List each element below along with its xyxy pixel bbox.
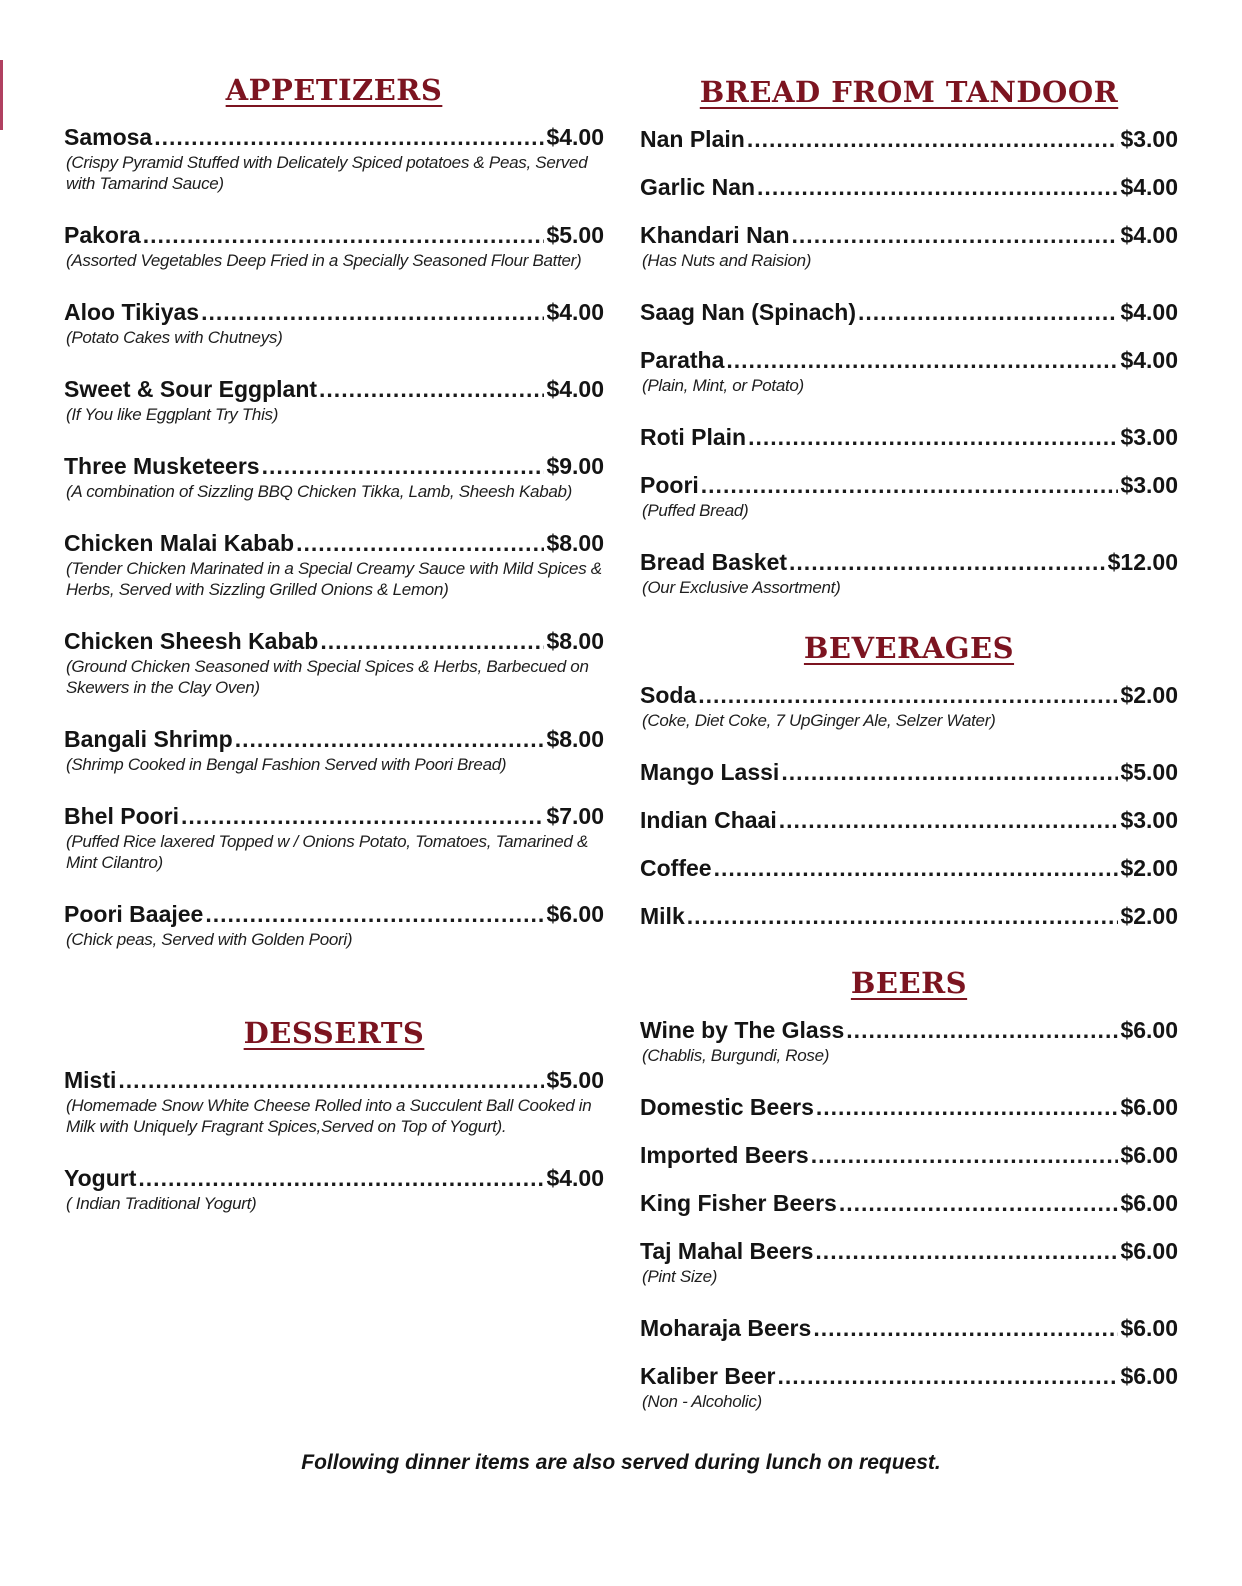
dot-leader (811, 1140, 1119, 1170)
menu-item-description: (Chick peas, Served with Golden Poori) (66, 930, 353, 949)
menu-item-name: Poori (640, 472, 699, 498)
dot-leader (296, 528, 544, 558)
beverages-section (640, 628, 1178, 949)
appetizers-title: APPETIZERS (225, 73, 443, 107)
menu-item-line (64, 122, 604, 152)
beers-items (640, 1015, 1178, 1412)
menu-item-price: $8.00 (546, 726, 604, 752)
menu-item-description: (Ground Chicken Seasoned with Special Spices & Herbs, Barbecued on Skewers in the Clay Oven) (66, 657, 589, 697)
menu-item-line (640, 1140, 1178, 1170)
menu-item (640, 853, 1178, 883)
footer-note: Following dinner items are also served during lunch on request. (301, 1451, 941, 1474)
menu-item-line (64, 451, 604, 481)
menu-item-line (640, 547, 1178, 577)
menu-item-price: $4.00 (1120, 299, 1178, 325)
dot-leader (201, 297, 544, 327)
menu-item-line (640, 757, 1178, 787)
menu-item-name: Milk (640, 903, 685, 929)
dot-leader (789, 547, 1106, 577)
menu-item (640, 1140, 1178, 1170)
menu-item-price: $9.00 (546, 453, 604, 479)
menu-item-description: (Potato Cakes with Chutneys) (66, 328, 283, 347)
beers-title: BEERS (850, 966, 968, 1000)
menu-item-price: $5.00 (1120, 759, 1178, 785)
menu-item (64, 528, 604, 600)
menu-item-price: $4.00 (546, 376, 604, 402)
menu-item-price: $4.00 (546, 1165, 604, 1191)
menu-item (640, 172, 1178, 202)
menu-item-line (640, 680, 1178, 710)
menu-item-name: Wine by The Glass (640, 1017, 845, 1043)
menu-item-name: Indian Chaai (640, 807, 777, 833)
menu-item-line (64, 1065, 604, 1095)
dot-leader (687, 901, 1119, 931)
menu-item-line (640, 805, 1178, 835)
menu-item-description: (Homemade Snow White Cheese Rolled into a Succulent Ball Cooked in Milk with Uniquely Fragrant Spices,Served on Top of Yogurt). (66, 1096, 592, 1136)
menu-item-name: Three Musketeers (64, 453, 260, 479)
dot-leader (726, 345, 1118, 375)
menu-item-price: $3.00 (1120, 424, 1178, 450)
dot-leader (778, 1361, 1119, 1391)
dot-leader (320, 626, 544, 656)
menu-item-price: $3.00 (1120, 126, 1178, 152)
menu-item (640, 1313, 1178, 1343)
menu-item-line (64, 374, 604, 404)
menu-item-description: (Non - Alcoholic) (642, 1392, 762, 1411)
menu-item-price: $6.00 (1120, 1190, 1178, 1216)
appetizers-section (64, 70, 604, 976)
dot-leader (205, 899, 544, 929)
menu-item-name: Moharaja Beers (640, 1315, 812, 1341)
menu-item (64, 801, 604, 873)
dot-leader (815, 1236, 1118, 1266)
menu-item-line (640, 124, 1178, 154)
menu-item (640, 297, 1178, 327)
menu-item-name: Chicken Malai Kabab (64, 530, 295, 556)
dot-leader (792, 220, 1119, 250)
menu-item (640, 220, 1178, 271)
menu-item-description: (Our Exclusive Assortment) (642, 578, 841, 597)
menu-item-name: Imported Beers (640, 1142, 809, 1168)
menu-item (64, 899, 604, 950)
menu-item (640, 547, 1178, 598)
menu-item-name: Nan Plain (640, 126, 745, 152)
menu-item-price: $2.00 (1120, 682, 1178, 708)
menu-item-name: Aloo Tikiyas (64, 299, 200, 325)
menu-item (640, 470, 1178, 521)
menu-item-line (640, 470, 1178, 500)
dot-leader (701, 470, 1119, 500)
dot-leader (235, 724, 545, 754)
menu-item-line (64, 297, 604, 327)
menu-item-description: (If You like Eggplant Try This) (66, 405, 279, 424)
menu-item-price: $12.00 (1107, 549, 1178, 575)
menu-item (640, 1188, 1178, 1218)
menu-item-price: $3.00 (1120, 472, 1178, 498)
menu-item-price: $4.00 (546, 299, 604, 325)
menu-item-price: $4.00 (546, 124, 604, 150)
menu-item-name: Taj Mahal Beers (640, 1238, 814, 1264)
menu-item-price: $3.00 (1120, 807, 1178, 833)
menu-item-price: $2.00 (1120, 903, 1178, 929)
menu-item-line (640, 345, 1178, 375)
menu-item-line (640, 422, 1178, 452)
menu-item-line (640, 297, 1178, 327)
menu-item-description: (A combination of Sizzling BBQ Chicken Tikka, Lamb, Sheesh Kabab) (66, 482, 573, 501)
menu-item-price: $4.00 (1120, 222, 1178, 248)
dot-leader (262, 451, 545, 481)
menu-item (64, 451, 604, 502)
menu-item-line (64, 1163, 604, 1193)
menu-item-price: $4.00 (1120, 174, 1178, 200)
menu-item-name: Khandari Nan (640, 222, 790, 248)
menu-item-description: (Coke, Diet Coke, 7 UpGinger Ale, Selzer Water) (642, 711, 996, 730)
menu-item-name: Yogurt (64, 1165, 137, 1191)
beverages-items (640, 680, 1178, 931)
bread-title: BREAD FROM TANDOOR (699, 75, 1119, 109)
menu-item-price: $8.00 (546, 530, 604, 556)
beers-section (640, 963, 1178, 1438)
menu-item-price: $2.00 (1120, 855, 1178, 881)
menu-item-name: Bhel Poori (64, 803, 180, 829)
dot-leader (138, 1163, 544, 1193)
menu-item-description: (Plain, Mint, or Potato) (642, 376, 804, 395)
menu-item-description: (Pint Size) (642, 1267, 718, 1286)
menu-item (640, 1361, 1178, 1412)
dot-leader (714, 853, 1119, 883)
dot-leader (747, 124, 1119, 154)
menu-item (64, 297, 604, 348)
menu-item-description: (Chablis, Burgundi, Rose) (642, 1046, 830, 1065)
menu-item-name: Poori Baajee (64, 901, 204, 927)
page-edge-mark (0, 60, 3, 130)
menu-item-price: $6.00 (1120, 1363, 1178, 1389)
menu-item-line (64, 220, 604, 250)
menu-item-line (640, 901, 1178, 931)
menu-item-line (64, 724, 604, 754)
desserts-items (64, 1065, 604, 1214)
menu-item-name: Pakora (64, 222, 141, 248)
menu-item-line (64, 801, 604, 831)
bread-items (640, 124, 1178, 598)
dot-leader (813, 1313, 1118, 1343)
menu-item-price: $6.00 (1120, 1238, 1178, 1264)
menu-item-line (640, 1361, 1178, 1391)
dot-leader (846, 1015, 1118, 1045)
menu-item-name: Paratha (640, 347, 725, 373)
menu-item-name: Roti Plain (640, 424, 747, 450)
menu-item-description: (Puffed Bread) (642, 501, 749, 520)
menu-item-name: Coffee (640, 855, 712, 881)
menu-item (640, 757, 1178, 787)
menu-item (64, 626, 604, 698)
beverages-title: BEVERAGES (803, 631, 1015, 665)
dot-leader (839, 1188, 1119, 1218)
menu-item-line (64, 626, 604, 656)
menu-item-description: ( Indian Traditional Yogurt) (66, 1194, 257, 1213)
menu-item-line (640, 1092, 1178, 1122)
menu-item-line (640, 1313, 1178, 1343)
menu-item-name: Kaliber Beer (640, 1363, 776, 1389)
menu-item (640, 124, 1178, 154)
menu-item-line (64, 899, 604, 929)
dot-leader (781, 757, 1118, 787)
menu-item-price: $6.00 (1120, 1017, 1178, 1043)
menu-item-line (64, 528, 604, 558)
menu-item-name: Domestic Beers (640, 1094, 814, 1120)
dot-leader (319, 374, 544, 404)
menu-item (640, 1092, 1178, 1122)
appetizers-items (64, 122, 604, 950)
menu-item-line (640, 853, 1178, 883)
menu-item-description: (Has Nuts and Raision) (642, 251, 812, 270)
menu-item (64, 122, 604, 194)
menu-item-name: Bread Basket (640, 549, 788, 575)
menu-item-description: (Puffed Rice laxered Topped w / Onions Potato, Tomatoes, Tamarined & Mint Cilantro) (66, 832, 589, 872)
menu-item-price: $8.00 (546, 628, 604, 654)
dot-leader (757, 172, 1118, 202)
menu-item-price: $6.00 (1120, 1315, 1178, 1341)
menu-item (64, 1163, 604, 1214)
menu-item (64, 1065, 604, 1137)
menu-item (640, 680, 1178, 731)
bread-section (640, 72, 1178, 624)
dot-leader (154, 122, 544, 152)
menu-item-name: Bangali Shrimp (64, 726, 233, 752)
menu-item-description: (Tender Chicken Marinated in a Special Creamy Sauce with Mild Spices & Herbs, Served with Sizzling Grilled Onions & Lemon) (66, 559, 602, 599)
menu-item-price: $6.00 (1120, 1094, 1178, 1120)
menu-item-line (640, 172, 1178, 202)
menu-item-name: Misti (64, 1067, 117, 1093)
menu-item (640, 1236, 1178, 1287)
dot-leader (816, 1092, 1119, 1122)
menu-item-price: $5.00 (546, 222, 604, 248)
menu-item (640, 805, 1178, 835)
menu-item-line (640, 1236, 1178, 1266)
dot-leader (698, 680, 1118, 710)
menu-item-name: Saag Nan (Spinach) (640, 299, 856, 325)
menu-item-name: Chicken Sheesh Kabab (64, 628, 319, 654)
menu-item-description: (Shrimp Cooked in Bengal Fashion Served with Poori Bread) (66, 755, 507, 774)
desserts-title: DESSERTS (243, 1016, 425, 1050)
menu-item-name: Samosa (64, 124, 153, 150)
menu-item-name: Garlic Nan (640, 174, 756, 200)
menu-item (640, 345, 1178, 396)
menu-item-price: $4.00 (1120, 347, 1178, 373)
dot-leader (779, 805, 1119, 835)
menu-item-name: King Fisher Beers (640, 1190, 837, 1216)
menu-item-name: Mango Lassi (640, 759, 780, 785)
menu-item (640, 422, 1178, 452)
dot-leader (858, 297, 1118, 327)
menu-item-price: $7.00 (546, 803, 604, 829)
dot-leader (118, 1065, 544, 1095)
menu-item (64, 220, 604, 271)
menu-item-price: $5.00 (546, 1067, 604, 1093)
menu-item (640, 901, 1178, 931)
menu-item-description: (Assorted Vegetables Deep Fried in a Specially Seasoned Flour Batter) (66, 251, 582, 270)
menu-item (64, 374, 604, 425)
menu-item-line (640, 1015, 1178, 1045)
menu-item-line (640, 1188, 1178, 1218)
menu-item (640, 1015, 1178, 1066)
menu-item-name: Sweet & Sour Eggplant (64, 376, 318, 402)
menu-item-description: (Crispy Pyramid Stuffed with Delicately Spiced potatoes & Peas, Served with Tamarind Sauce) (66, 153, 588, 193)
dot-leader (143, 220, 545, 250)
dot-leader (181, 801, 544, 831)
menu-item (64, 724, 604, 775)
menu-item-price: $6.00 (546, 901, 604, 927)
desserts-section (64, 1013, 604, 1240)
dot-leader (748, 422, 1118, 452)
menu-item-line (640, 220, 1178, 250)
menu-item-price: $6.00 (1120, 1142, 1178, 1168)
menu-item-name: Soda (640, 682, 697, 708)
